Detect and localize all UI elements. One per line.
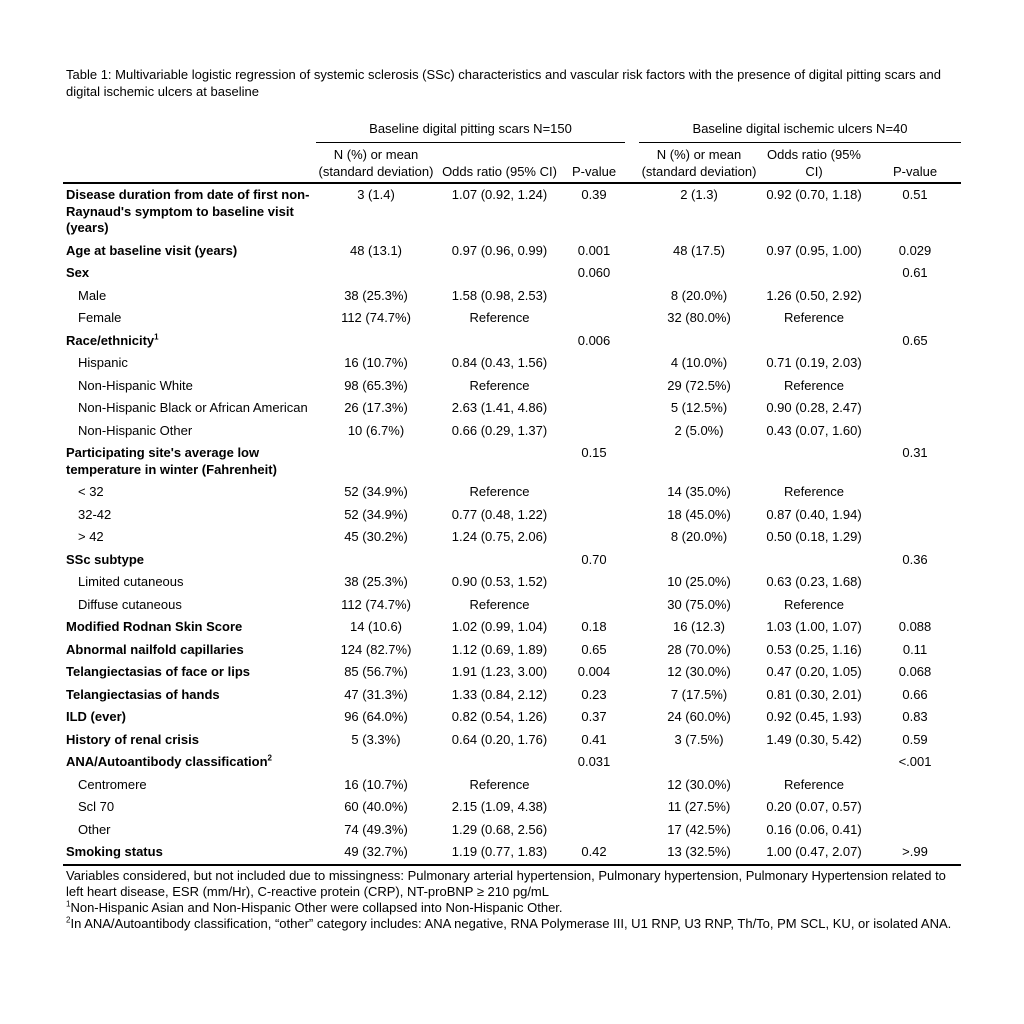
table-row [63, 774, 961, 797]
p-value-left: 0.004 [577, 664, 611, 679]
odds-ratio-right: 0.43 (0.07, 1.60) [766, 422, 862, 438]
p-value-left: 0.031 [577, 754, 611, 769]
odds-ratio-left: 0.82 (0.54, 1.26) [451, 709, 548, 724]
p-value-left [563, 481, 625, 504]
odds-ratio-left [436, 262, 563, 285]
odds-ratio-left: 0.90 (0.53, 1.52) [451, 574, 548, 589]
p-value-left [563, 375, 625, 398]
p-value-left: 0.18 [581, 619, 607, 634]
table-row [63, 796, 961, 819]
n-value-right: 3 (7.5%) [674, 731, 724, 747]
odds-ratio-right: 0.71 (0.19, 2.03) [766, 355, 862, 370]
p-value-right: 0.61 [902, 265, 928, 280]
p-value-right [869, 819, 961, 842]
footnote-marker: 2 [267, 753, 272, 763]
p-value-right [869, 526, 961, 549]
p-value-right [869, 307, 961, 330]
odds-ratio-right [759, 751, 869, 774]
table-row [63, 504, 961, 527]
table-row [63, 285, 961, 308]
n-value-left: 85 (56.7%) [344, 664, 408, 679]
n-value-left [316, 262, 436, 285]
row-label: Non-Hispanic Other [78, 422, 193, 438]
row-label: Diffuse cutaneous [78, 596, 182, 612]
row-label: Modified Rodnan Skin Score [66, 619, 243, 634]
odds-ratio-left: 0.66 (0.29, 1.37) [451, 422, 548, 438]
n-value-right: 30 (75.0%) [667, 596, 731, 612]
n-value-right: 18 (45.0%) [667, 506, 731, 522]
table-row [63, 183, 961, 240]
p-value-right [869, 571, 961, 594]
n-value-left: 16 (10.7%) [344, 355, 408, 370]
row-label: < 32 [78, 484, 104, 499]
n-value-right: 12 (30.0%) [667, 664, 731, 679]
footnote-number: 1 [66, 899, 71, 909]
table-row [63, 661, 961, 684]
table-row [63, 841, 961, 865]
col-header-p-left: P-value [563, 143, 625, 184]
n-value-right: 8 (20.0%) [670, 287, 728, 303]
odds-ratio-left: Reference [469, 484, 530, 499]
p-value-right: 0.36 [902, 551, 928, 567]
p-value-left: 0.41 [581, 731, 607, 747]
row-label: Hispanic [78, 355, 128, 370]
table-row [63, 616, 961, 639]
odds-ratio-left: Reference [469, 596, 530, 612]
p-value-right: 0.51 [902, 187, 928, 202]
p-value-right [869, 796, 961, 819]
p-value-right [869, 481, 961, 504]
p-value-right: 0.31 [902, 445, 928, 460]
p-value-right [869, 594, 961, 617]
n-value-right: 28 (70.0%) [667, 641, 731, 657]
row-label: SSc subtype [66, 551, 145, 567]
table-row [63, 330, 961, 353]
odds-ratio-left: 0.84 (0.43, 1.56) [451, 355, 548, 370]
p-value-left [563, 307, 625, 330]
table-row [63, 526, 961, 549]
n-value-left [316, 442, 436, 481]
p-value-left: 0.70 [581, 551, 607, 567]
row-label: Smoking status [63, 841, 316, 865]
p-value-right: 0.068 [898, 664, 932, 679]
table-row [63, 571, 961, 594]
footnote-text: Variables considered, but not included due to missingness: Pulmonary arterial hypertension, Pulmonary hypertension, Pulmonary Hypertension related to left heart disease, ESR (mm/Hr), C-reactive protein (CRP), NT-proBNP ≥ 210 pg/mL [66, 868, 946, 899]
p-value-right: 0.11 [902, 641, 928, 657]
row-label: Non-Hispanic Black or African American [78, 400, 308, 415]
p-value-left [563, 397, 625, 420]
odds-ratio-left: 1.24 (0.75, 2.06) [451, 529, 548, 544]
odds-ratio-left [436, 442, 563, 481]
odds-ratio-left [436, 549, 563, 572]
p-value-right [869, 420, 961, 443]
n-value-right: 2 (1.3) [680, 187, 718, 202]
odds-ratio-right: 0.90 (0.28, 2.47) [766, 400, 862, 415]
n-value-left [316, 330, 436, 353]
regression-table [63, 121, 961, 866]
n-value-right [639, 262, 759, 285]
p-value-left: 0.060 [577, 265, 611, 280]
odds-ratio-left: 1.91 (1.23, 3.00) [451, 664, 548, 679]
n-value-right: 8 (20.0%) [670, 529, 728, 544]
n-value-left: 48 (13.1) [349, 242, 403, 258]
row-label: Telangiectasias of face or lips [66, 664, 250, 679]
footnotes [66, 868, 966, 932]
odds-ratio-right: 1.00 (0.47, 2.07) [759, 841, 869, 865]
col-header-n-left: N (%) or mean (standard deviation) [316, 143, 436, 184]
col-header-or-left: Odds ratio (95% CI) [436, 143, 563, 184]
n-value-left: 49 (32.7%) [316, 841, 436, 865]
col-header-or-right: Odds ratio (95% CI) [759, 143, 869, 184]
n-value-right: 4 (10.0%) [670, 355, 728, 370]
p-value-left [563, 796, 625, 819]
odds-ratio-left: Reference [469, 377, 530, 393]
row-label: Sex [66, 265, 90, 280]
footnote-text: Non-Hispanic Asian and Non-Hispanic Other were collapsed into Non-Hispanic Other. [70, 900, 563, 915]
n-value-right: 5 (12.5%) [670, 400, 728, 415]
odds-ratio-left: 1.07 (0.92, 1.24) [451, 187, 548, 202]
row-label: Centromere [78, 776, 147, 792]
odds-ratio-left: 1.33 (0.84, 2.12) [451, 686, 548, 702]
n-value-left: 98 (65.3%) [344, 377, 408, 393]
p-value-right [869, 397, 961, 420]
n-value-right [639, 751, 759, 774]
row-label: 32-42 [78, 506, 112, 522]
table-row [63, 420, 961, 443]
n-value-left: 3 (1.4) [357, 187, 395, 202]
n-value-right: 32 (80.0%) [667, 310, 731, 325]
table-row [63, 729, 961, 752]
p-value-right: 0.66 [902, 686, 928, 702]
odds-ratio-right: Reference [784, 310, 844, 325]
n-value-right: 14 (35.0%) [667, 484, 731, 499]
odds-ratio-right: 0.87 (0.40, 1.94) [766, 506, 862, 522]
p-value-right [869, 375, 961, 398]
odds-ratio-left [436, 330, 563, 353]
p-value-left [563, 285, 625, 308]
row-label: Scl 70 [78, 799, 115, 814]
p-value-left [563, 526, 625, 549]
p-value-left [563, 504, 625, 527]
table-row [63, 442, 961, 481]
odds-ratio-right: 1.03 (1.00, 1.07) [766, 619, 862, 634]
row-label: Female [78, 310, 122, 325]
odds-ratio-right: 1.49 (0.30, 5.42) [766, 731, 862, 747]
n-value-right: 11 (27.5%) [667, 799, 731, 814]
row-label: Non-Hispanic White [78, 377, 193, 393]
n-value-left: 96 (64.0%) [344, 709, 408, 724]
table-row [63, 706, 961, 729]
n-value-left: 38 (25.3%) [344, 287, 408, 303]
row-label: > 42 [78, 529, 104, 544]
table-row [63, 549, 961, 572]
n-value-left: 74 (49.3%) [344, 821, 408, 837]
footnote [66, 916, 966, 932]
p-value-left [563, 420, 625, 443]
odds-ratio-right: Reference [784, 596, 844, 612]
row-label: Abnormal nailfold capillaries [66, 641, 244, 657]
odds-ratio-right: 0.47 (0.20, 1.05) [766, 664, 862, 679]
col-header-n-right: N (%) or mean (standard deviation) [639, 143, 759, 184]
p-value-left: 0.37 [581, 709, 607, 724]
n-value-right: 13 (32.5%) [639, 841, 759, 865]
p-value-right: <.001 [898, 754, 932, 769]
p-value-left: 0.65 [581, 641, 607, 657]
n-value-left: 112 (74.7%) [341, 596, 411, 612]
row-label: Other [78, 821, 111, 837]
p-value-left: 0.001 [577, 242, 611, 258]
footnote [66, 900, 966, 916]
odds-ratio-right: Reference [784, 776, 844, 792]
n-value-left: 16 (10.7%) [344, 776, 408, 792]
odds-ratio-right [759, 262, 869, 285]
odds-ratio-left: 2.63 (1.41, 4.86) [451, 400, 548, 415]
odds-ratio-left: 1.02 (0.99, 1.04) [451, 619, 548, 634]
p-value-left: 0.39 [581, 187, 607, 202]
footnote-text: In ANA/Autoantibody classification, “other” category includes: ANA negative, RNA Polymerase III, U1 RNP, U3 RNP, Th/To, PM SCL, KU, or isolated ANA. [70, 916, 952, 931]
footnote [66, 868, 966, 900]
col-header-p-right: P-value [869, 143, 961, 184]
n-value-left: 5 (3.3%) [351, 731, 401, 747]
odds-ratio-left: Reference [469, 776, 530, 792]
n-value-left: 45 (30.2%) [344, 529, 408, 544]
p-value-left: 0.15 [581, 445, 607, 460]
p-value-right [869, 285, 961, 308]
n-value-right: 2 (5.0%) [674, 422, 724, 438]
row-label: Participating site's average low temperature in winter (Fahrenheit) [66, 445, 277, 477]
table-row [63, 684, 961, 707]
row-label: Age at baseline visit (years) [66, 242, 238, 258]
table-row [63, 639, 961, 662]
n-value-left [316, 549, 436, 572]
n-value-left: 10 (6.7%) [347, 422, 405, 438]
odds-ratio-right: 0.92 (0.45, 1.93) [766, 709, 862, 724]
p-value-left: 0.23 [581, 686, 607, 702]
n-value-left: 47 (31.3%) [344, 686, 408, 702]
odds-ratio-left: 0.64 (0.20, 1.76) [451, 731, 548, 747]
n-value-right [639, 442, 759, 481]
group-header-ischemic-ulcers: Baseline digital ischemic ulcers N=40 [639, 121, 961, 143]
odds-ratio-left: 0.77 (0.48, 1.22) [451, 506, 548, 522]
n-value-right: 10 (25.0%) [667, 574, 731, 589]
row-label: History of renal crisis [66, 731, 199, 747]
odds-ratio-left: Reference [469, 310, 530, 325]
odds-ratio-left: 1.29 (0.68, 2.56) [451, 821, 548, 837]
n-value-left: 112 (74.7%) [341, 310, 411, 325]
n-value-right: 7 (17.5%) [670, 686, 728, 702]
odds-ratio-right: Reference [784, 377, 844, 393]
odds-ratio-left: 2.15 (1.09, 4.38) [451, 799, 548, 814]
odds-ratio-right: 0.81 (0.30, 2.01) [766, 686, 862, 702]
n-value-left: 52 (34.9%) [344, 484, 408, 499]
p-value-right [869, 774, 961, 797]
odds-ratio-left [436, 751, 563, 774]
n-value-right: 24 (60.0%) [667, 709, 731, 724]
table-title: Table 1: Multivariable logistic regression of systemic sclerosis (SSc) characteristics and vascular risk factors with the presence of digital pitting scars and digital ischemic ulcers at baseline [66, 67, 941, 99]
row-label: Male [78, 287, 107, 303]
odds-ratio-right [759, 442, 869, 481]
n-value-left: 124 (82.7%) [340, 641, 412, 657]
odds-ratio-left: 0.97 (0.96, 0.99) [451, 242, 548, 258]
n-value-right: 17 (42.5%) [667, 821, 731, 837]
row-label: Limited cutaneous [78, 574, 184, 589]
n-value-right: 48 (17.5) [672, 242, 726, 258]
p-value-left [563, 819, 625, 842]
p-value-left: 0.006 [577, 332, 611, 348]
odds-ratio-right: 0.97 (0.95, 1.00) [766, 242, 862, 258]
table-row [63, 352, 961, 375]
row-label: ANA/Autoantibody classification$^2$ [66, 753, 272, 769]
group-header-pitting-scars: Baseline digital pitting scars N=150 [316, 121, 625, 143]
row-label: Disease duration from date of first non-Raynaud's symptom to baseline visit (years) [66, 187, 310, 235]
table-row [63, 375, 961, 398]
n-value-right: 12 (30.0%) [667, 776, 731, 792]
p-value-left [563, 352, 625, 375]
p-value-right: 0.088 [898, 619, 932, 634]
odds-ratio-right: Reference [784, 484, 844, 499]
table-row [63, 307, 961, 330]
p-value-left [563, 774, 625, 797]
table-row [63, 819, 961, 842]
p-value-left: 0.42 [563, 841, 625, 865]
table-row [63, 481, 961, 504]
row-label: ILD (ever) [66, 709, 126, 724]
n-value-right: 16 (12.3) [672, 619, 726, 634]
odds-ratio-left: 1.19 (0.77, 1.83) [436, 841, 563, 865]
odds-ratio-left: 1.12 (0.69, 1.89) [451, 641, 548, 657]
n-value-right [639, 549, 759, 572]
n-value-right [639, 330, 759, 353]
n-value-left: 52 (34.9%) [344, 506, 408, 522]
n-value-left [316, 751, 436, 774]
table-row [63, 262, 961, 285]
odds-ratio-right: 0.16 (0.06, 0.41) [766, 821, 862, 837]
odds-ratio-right: 0.20 (0.07, 0.57) [766, 799, 862, 814]
row-label: Race/ethnicity$^1$ [66, 332, 159, 348]
footnote-number: 2 [66, 915, 71, 925]
p-value-right: >.99 [869, 841, 961, 865]
odds-ratio-left: 1.58 (0.98, 2.53) [451, 287, 548, 303]
footnote-marker: 1 [154, 332, 159, 342]
n-value-right: 29 (72.5%) [667, 377, 731, 393]
p-value-left [563, 571, 625, 594]
p-value-right: 0.59 [902, 731, 928, 747]
odds-ratio-right: 0.50 (0.18, 1.29) [766, 529, 862, 544]
table-row [63, 594, 961, 617]
odds-ratio-right [759, 549, 869, 572]
odds-ratio-right: 0.53 (0.25, 1.16) [766, 641, 862, 657]
p-value-right [869, 352, 961, 375]
p-value-right: 0.029 [898, 242, 932, 258]
p-value-right [869, 504, 961, 527]
row-label: Telangiectasias of hands [66, 686, 220, 702]
table-row [63, 751, 961, 774]
n-value-left: 60 (40.0%) [344, 799, 408, 814]
n-value-left: 38 (25.3%) [344, 574, 408, 589]
p-value-right: 0.83 [902, 709, 928, 724]
p-value-left [563, 594, 625, 617]
odds-ratio-right: 0.63 (0.23, 1.68) [766, 574, 862, 589]
table-row [63, 240, 961, 263]
n-value-left: 14 (10.6) [349, 619, 403, 634]
p-value-right: 0.65 [902, 332, 928, 348]
odds-ratio-right: 0.92 (0.70, 1.18) [766, 187, 862, 202]
odds-ratio-right [759, 330, 869, 353]
odds-ratio-right: 1.26 (0.50, 2.92) [766, 287, 862, 303]
n-value-left: 26 (17.3%) [344, 400, 408, 415]
table-row [63, 397, 961, 420]
